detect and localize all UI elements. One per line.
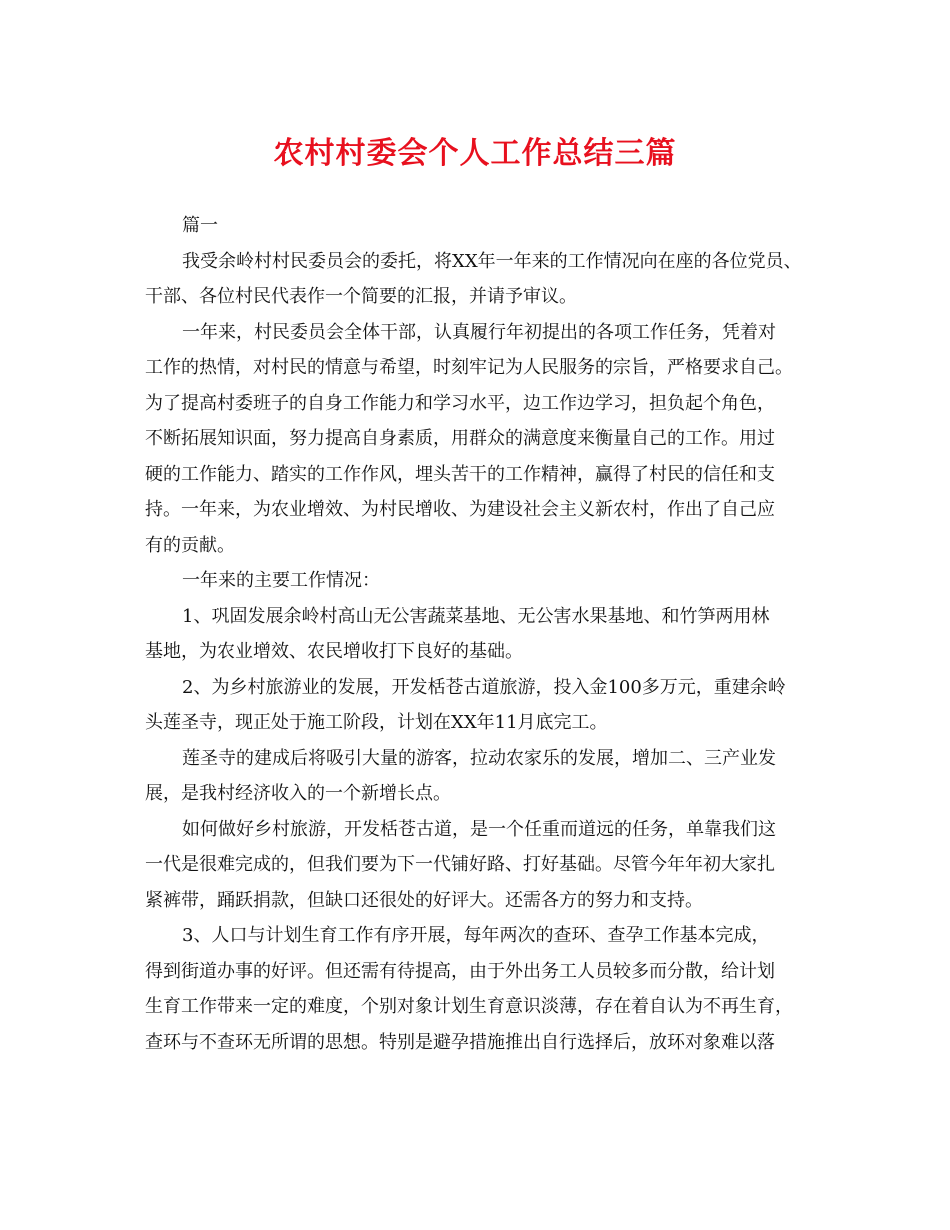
text-line: 一年来，村民委员会全体干部，认真履行年初提出的各项工作任务，凭着对	[182, 321, 776, 343]
text-line: 得到街道办事的好评。但还需有待提高，由于外出务工人员较多而分散，给计划	[145, 960, 775, 982]
text-line: 一代是很难完成的，但我们要为下一代铺好路、打好基础。尽管今年年初大家扎	[145, 854, 775, 875]
text-line: 有的贡献。	[145, 534, 235, 556]
text-line: 干部、各位村民代表作一个简要的汇报，并请予审议。	[145, 286, 577, 307]
text-line: 查环与不查环无所谓的思想。特别是避孕措施推出自行选择后，放环对象难以落	[145, 1031, 775, 1053]
text-line: 持。一年来，为农业增效、为村民增收、为建设社会主义新农村，作出了自己应	[145, 499, 775, 520]
text-line: 我受余岭村村民委员会的委托，将XX年一年来的工作情况向在座的各位党员、	[182, 250, 802, 272]
text-line: 紧裤带，踊跃捐款，但缺口还很处的好评大。还需各方的努力和支持。	[145, 889, 703, 911]
text-line: 为了提高村委班子的自身工作能力和学习水平，边工作边学习，担负起个角色，	[145, 392, 775, 414]
text-line: 1、巩固发展余岭村高山无公害蔬菜基地、无公害水果基地、和竹笋两用林	[182, 605, 770, 627]
text-line: 展，是我村经济收入的一个新增长点。	[145, 783, 451, 804]
text-line: 生育工作带来一定的难度，个别对象计划生育意识淡薄，存在着自认为不再生育，	[145, 996, 793, 1017]
text-line: 基地，为农业增效、农民增收打下良好的基础。	[145, 641, 523, 662]
text-line: 硬的工作能力、踏实的工作作风，埋头苦干的工作精神，赢得了村民的信任和支	[145, 463, 775, 485]
text-line: 莲圣寺的建成后将吸引大量的游客，拉动农家乐的发展，增加二、三产业发	[182, 747, 776, 769]
text-line: 3、人口与计划生育工作有序开展，每年两次的查环、查孕工作基本完成，	[182, 925, 770, 946]
text-line: 工作的热情，对村民的情意与希望，时刻牢记为人民服务的宗旨，严格要求自己。	[145, 357, 793, 378]
text-line: 2、为乡村旅游业的发展，开发栝苍古道旅游，投入金100多万元，重建余岭	[182, 676, 786, 698]
document-body	[145, 208, 820, 1060]
document-title: 农村村委会个人工作总结三篇	[273, 136, 677, 171]
text-line: 不断拓展知识面，努力提高自身素质，用群众的满意度来衡量自己的工作。用过	[145, 428, 775, 449]
text-line: 如何做好乡村旅游，开发栝苍古道，是一个任重而道远的任务，单靠我们这	[182, 818, 776, 840]
text-line: 头莲圣寺，现正处于施工阶段，计划在XX年11月底完工。	[145, 712, 608, 733]
text-line: 篇一	[182, 215, 218, 236]
text-line: 一年来的主要工作情况：	[182, 570, 380, 591]
